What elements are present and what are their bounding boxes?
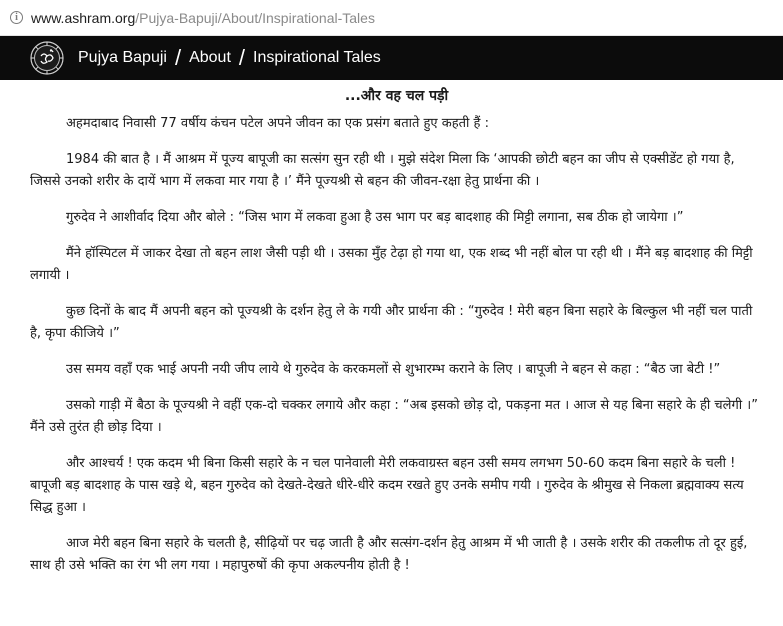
site-navbar — [0, 36, 783, 80]
article-paragraph: गुरुदेव ने आशीर्वाद दिया और बोले : “जिस भाग में लकवा हुआ है उस भाग पर बड़ बादशाह की मिट्टी लगाना, सब ठीक हो जायेगा ।” — [66, 210, 684, 225]
url-host: www.ashram.org — [31, 9, 136, 26]
article-paragraph: अहमदाबाद निवासी 77 वर्षीय कंचन पटेल अपने जीवन का एक प्रसंग बताते हुए कहती हैं : — [66, 116, 489, 131]
article-paragraph: मैंने हॉस्पिटल में जाकर देखा तो बहन लाश जैसी पड़ी थी । उसका मुँह टेढ़ा हो गया था, एक शब्द भी नहीं बोल पा रही थी । मैंने बड़ बादशाह की मिट्टी लगायी । — [30, 246, 753, 283]
om-logo-icon[interactable] — [30, 41, 64, 75]
article-title: ...और वह चल पड़ी — [344, 88, 449, 104]
info-icon[interactable]: i — [10, 11, 23, 24]
breadcrumb-separator: / — [238, 45, 246, 70]
article-paragraph: कुछ दिनों के बाद मैं अपनी बहन को पूज्यश्री के दर्शन हेतु ले के गयी और प्रार्थना की : “गुरुदेव ! मेरी बहन बिना सहारे के बिल्कुल भी नहीं चल पाती है, कृपा कीजिये ।” — [30, 304, 753, 341]
address-bar[interactable] — [0, 0, 783, 36]
article-paragraph: और आश्चर्य ! एक कदम भी बिना किसी सहारे के न चल पानेवाली मेरी लकवाग्रस्त बहन उसी समय लगभग 50-60 कदम बिना सहारे के चली ! बापूजी बड़ बादशाह के पास खड़े थे, बहन गुरुदेव को देखते-देखते धीरे-धीरे कदम रखते हुए उनके समीप गयी । गुरुदेव के श्रीमुख से निकला ब्रह्मवाक्य सत्य सिद्ध हुआ । — [30, 456, 744, 515]
breadcrumb-about[interactable]: About — [189, 49, 231, 66]
breadcrumb-inspirational-tales[interactable]: Inspirational Tales — [253, 49, 381, 66]
article-paragraph: उसको गाड़ी में बैठा के पूज्यश्री ने वहीं एक-दो चक्कर लगाये और कहा : “अब इसको छोड़ दो, पकड़ना मत । आज से यह बिना सहारे के ही चलेगी ।” मैंने उसे तुरंत ही छोड़ दिया । — [30, 398, 758, 435]
article-paragraph: उस समय वहाँ एक भाई अपनी नयी जीप लाये थे गुरुदेव के करकमलों से शुभारम्भ कराने के लिए । बापूजी ने बहन से कहा : “बैठ जा बेटी !” — [66, 362, 721, 377]
url-path: /Pujya-Bapuji/About/Inspirational-Tales — [135, 9, 375, 26]
article-paragraph: 1984 की बात है । मैं आश्रम में पूज्य बापूजी का सत्संग सुन रही थी । मुझे संदेश मिला कि ‘आपकी छोटी बहन का जीप से एक्सीडेंट हो गया है, जिससे उनको शरीर के दायें भाग में लकवा मार गया है ।’ मैंने पूज्यश्री से बहन की जीवन-रक्षा हेतु प्रार्थना की । — [30, 152, 735, 189]
article-paragraph: आज मेरी बहन बिना सहारे के चलती है, सीढ़ियों पर चढ़ जाती है और सत्संग-दर्शन हेतु आश्रम में भी जाती है । उसके शरीर की तकलीफ तो दूर हुई, साथ ही उसे भक्ति का रंग भी लग गया । महापुरुषों की कृपा अकल्पनीय होती है ! — [30, 536, 748, 573]
breadcrumb-pujya-bapuji[interactable]: Pujya Bapuji — [78, 49, 167, 66]
breadcrumb-separator: / — [174, 45, 182, 70]
article — [0, 80, 783, 577]
